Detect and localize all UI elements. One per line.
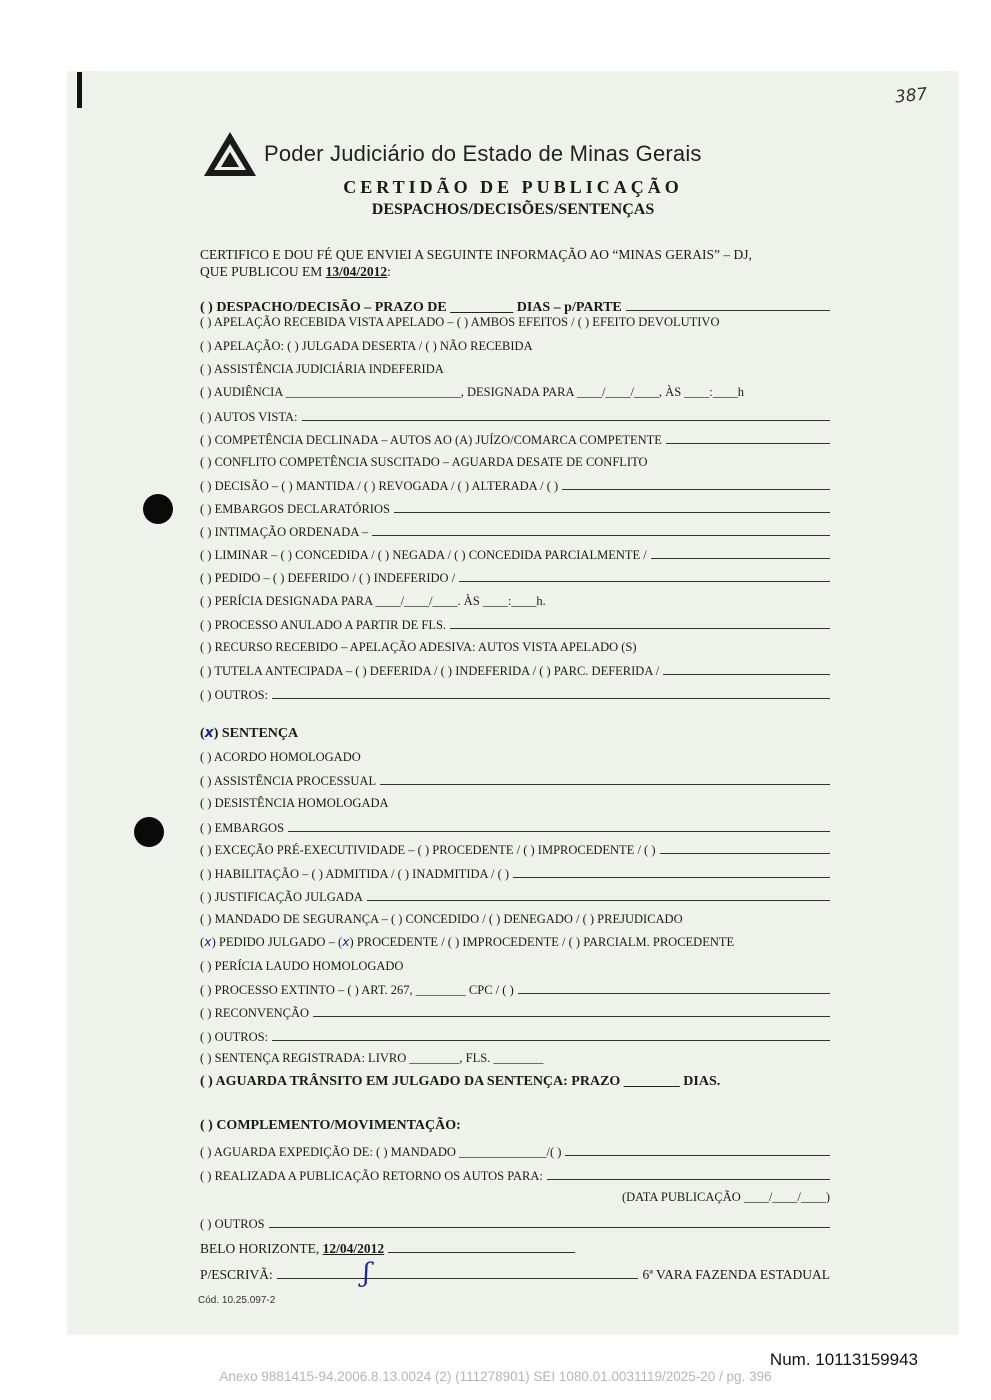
publication-date: 13/04/2012 xyxy=(325,264,388,279)
complemento-header-text: ( ) COMPLEMENTO/MOVIMENTAÇÃO: xyxy=(200,1118,461,1133)
sentenca-item xyxy=(200,1003,830,1021)
escriva-row xyxy=(200,1265,830,1283)
sentenca-header: ( x ) SENTENÇA xyxy=(200,725,299,741)
document-number: Num. 10113159943 xyxy=(769,1350,918,1369)
despacho-item-text: ( ) TUTELA ANTECIPADA – ( ) DEFERIDA / ( ) INDEFERIDA / ( ) PARC. DEFERIDA / xyxy=(200,664,660,678)
footer-reference: Anexo 9881415-94.2006.8.13.0024 (2) (111278901) SEI 1080.01.0031119/2025-20 / pg. 396 xyxy=(219,1369,772,1384)
despacho-item-text: ( ) LIMINAR – ( ) CONCEDIDA / ( ) NEGADA / ( ) CONCEDIDA PARCIALMENTE / xyxy=(200,548,647,562)
despacho-item xyxy=(200,383,830,401)
sentenca-item xyxy=(200,980,830,998)
intro-line-1: CERTIFICO E DOU FÉ QUE ENVIEI A SEGUINTE INFORMAÇÃO AO “MINAS GERAIS” – DJ, xyxy=(200,247,752,262)
punch-hole xyxy=(143,494,173,524)
escriva-label: P/ESCRIVÃ: xyxy=(200,1267,273,1282)
despacho-header-text: ( ) DESPACHO/DECISÃO – PRAZO DE _________ DIAS – p/PARTE xyxy=(200,300,622,315)
despacho-item xyxy=(200,407,830,425)
despacho-item xyxy=(200,522,830,540)
despacho-item-text: ( ) RECURSO RECEBIDO – APELAÇÃO ADESIVA: AUTOS VISTA APELADO (S) xyxy=(200,640,637,654)
document-title: CERTIDÃO DE PUBLICAÇÃO xyxy=(343,177,683,197)
despacho-item-text: ( ) AUTOS VISTA: xyxy=(200,410,298,424)
sentenca-item-text: ( ) MANDADO DE SEGURANÇA – ( ) CONCEDIDO / ( ) DENEGADO / ( ) PREJUDICADO xyxy=(200,912,683,926)
despacho-item xyxy=(200,545,830,563)
sentenca-item xyxy=(200,1027,830,1045)
despacho-item xyxy=(200,430,830,448)
aguarda-transito-row xyxy=(200,1073,830,1091)
data-publicacao-row xyxy=(200,1188,830,1206)
despacho-item xyxy=(200,360,830,378)
complemento-header xyxy=(200,1117,830,1135)
handwritten-signature: ʃ xyxy=(363,1258,371,1288)
sentenca-item xyxy=(200,864,830,882)
form-code: Cód. 10.25.097-2 xyxy=(198,1295,276,1306)
city-date: 12/04/2012 xyxy=(322,1241,385,1256)
sentenca-item xyxy=(200,748,830,766)
despacho-item xyxy=(200,313,830,331)
city-date-row xyxy=(200,1239,575,1257)
checkmark-x-icon: x xyxy=(204,934,212,949)
despacho-item-text: ( ) PERÍCIA DESIGNADA PARA ____/____/____. ÀS ____:____h. xyxy=(200,594,546,608)
sentenca-item-text: ( ) RECONVENÇÃO xyxy=(200,1006,310,1020)
sentenca-item-text: ( ) EXCEÇÃO PRÉ-EXECUTIVIDADE – ( ) PROCEDENTE / ( ) IMPROCEDENTE / ( ) xyxy=(200,843,656,857)
complemento-item xyxy=(200,1142,830,1160)
aguarda-transito-text: ( ) AGUARDA TRÂNSITO EM JULGADO DA SENTENÇA: PRAZO ________ DIAS. xyxy=(200,1074,721,1089)
scan-edge-mark xyxy=(77,72,82,108)
sentenca-item xyxy=(200,771,830,789)
sentenca-item xyxy=(200,957,830,975)
despacho-item xyxy=(200,615,830,633)
despacho-item xyxy=(200,592,830,610)
sentenca-item-text: ( ) HABILITAÇÃO – ( ) ADMITIDA / ( ) INADMITIDA / ( ) xyxy=(200,867,510,881)
despacho-item xyxy=(200,661,830,679)
sentenca-item-text: ( ) JUSTIFICAÇÃO JULGADA xyxy=(200,890,363,904)
intro-suffix: : xyxy=(387,264,391,279)
punch-hole xyxy=(134,817,164,847)
handwritten-page-number: 387 xyxy=(894,84,929,108)
sentenca-item xyxy=(200,1049,830,1067)
certification-intro xyxy=(200,246,840,280)
despacho-item-text: ( ) EMBARGOS DECLARATÓRIOS xyxy=(200,502,390,516)
despacho-item xyxy=(200,476,830,494)
despacho-item xyxy=(200,453,830,471)
pedido-julgado-row: ( x ) PEDIDO JULGADO – ( x ) PROCEDENTE / ( ) IMPROCEDENTE / ( ) PARCIALM. PROCEDENTE xyxy=(200,934,735,949)
complemento-item xyxy=(200,1166,830,1184)
sentenca-item-text: ( ) ASSISTÊNCIA PROCESSUAL xyxy=(200,774,377,788)
despacho-item xyxy=(200,568,830,586)
complemento-item-text: ( ) REALIZADA A PUBLICAÇÃO RETORNO OS AUTOS PARA: xyxy=(200,1169,543,1183)
despacho-item-text: ( ) APELAÇÃO RECEBIDA VISTA APELADO – ( ) AMBOS EFEITOS / ( ) EFEITO DEVOLUTIVO xyxy=(200,315,720,329)
despacho-item xyxy=(200,337,830,355)
document-subtitle: DESPACHOS/DECISÕES/SENTENÇAS xyxy=(371,201,655,218)
despacho-item-text: ( ) DECISÃO – ( ) MANTIDA / ( ) REVOGADA / ( ) ALTERADA / ( ) xyxy=(200,479,559,493)
complemento-item xyxy=(200,1214,830,1232)
checkmark-x-icon: x xyxy=(342,934,350,949)
checkmark-x-icon: x xyxy=(204,725,214,741)
sentenca-header-text: ) SENTENÇA xyxy=(213,726,299,741)
sentenca-item-text: ( ) OUTROS: xyxy=(200,1030,269,1044)
despacho-item xyxy=(200,685,830,703)
sentenca-item xyxy=(200,840,830,858)
despacho-item-text: ( ) PEDIDO – ( ) DEFERIDO / ( ) INDEFERIDO / xyxy=(200,571,456,585)
sentenca-item-text: ( ) ACORDO HOMOLOGADO xyxy=(200,750,361,764)
pedido-julgado-options: ) PROCEDENTE / ( ) IMPROCEDENTE / ( ) PARCIALM. PROCEDENTE xyxy=(349,935,735,949)
sentenca-item xyxy=(200,818,830,836)
despacho-item-text: ( ) AUDIÊNCIA ____________________________, DESIGNADA PARA ____/____/____, ÀS ____:____h xyxy=(200,385,745,399)
despacho-item-text: ( ) INTIMAÇÃO ORDENADA – xyxy=(200,525,369,539)
intro-prefix: QUE PUBLICOU EM xyxy=(200,264,323,279)
despacho-item-text: ( ) APELAÇÃO: ( ) JULGADA DESERTA / ( ) NÃO RECEBIDA xyxy=(200,339,533,353)
sentenca-item-text: ( ) PROCESSO EXTINTO – ( ) ART. 267, ________ CPC / ( ) xyxy=(200,983,514,997)
pedido-julgado-text: ) PEDIDO JULGADO – ( xyxy=(211,935,343,949)
despacho-item-text: ( ) OUTROS: xyxy=(200,688,269,702)
vara-name: 6ª VARA FAZENDA ESTADUAL xyxy=(642,1267,830,1282)
complemento-item-text: ( ) OUTROS xyxy=(200,1217,265,1231)
complemento-item-text: ( ) AGUARDA EXPEDIÇÃO DE: ( ) MANDADO ______________/( ) xyxy=(200,1145,562,1159)
organization-name: Poder Judiciário do Estado de Minas Gerais xyxy=(264,141,702,166)
sentenca-item xyxy=(200,794,830,812)
sentenca-item-text: ( ) SENTENÇA REGISTRADA: LIVRO ________, FLS. ________ xyxy=(200,1051,544,1065)
sentenca-item-text: ( ) PERÍCIA LAUDO HOMOLOGADO xyxy=(200,959,404,973)
despacho-item xyxy=(200,638,830,656)
city-label: BELO HORIZONTE, xyxy=(200,1241,320,1256)
despacho-item-text: ( ) COMPETÊNCIA DECLINADA – AUTOS AO (A) JUÍZO/COMARCA COMPETENTE xyxy=(200,433,662,447)
sentenca-item xyxy=(200,887,830,905)
sentenca-item-text: ( ) EMBARGOS xyxy=(200,821,285,835)
tjmg-logo-icon xyxy=(202,130,258,180)
data-publicacao-text: (DATA PUBLICAÇÃO ____/____/____) xyxy=(621,1190,830,1204)
despacho-item-text: ( ) PROCESSO ANULADO A PARTIR DE FLS. xyxy=(200,618,447,632)
sentenca-item-text: ( ) DESISTÊNCIA HOMOLOGADA xyxy=(200,796,389,810)
despacho-item-text: ( ) ASSISTÊNCIA JUDICIÁRIA INDEFERIDA xyxy=(200,362,444,376)
sentenca-item xyxy=(200,910,830,928)
despacho-item xyxy=(200,499,830,517)
intro-line-2 xyxy=(200,263,840,280)
despacho-item-text: ( ) CONFLITO COMPETÊNCIA SUSCITADO – AGUARDA DESATE DE CONFLITO xyxy=(200,455,648,469)
